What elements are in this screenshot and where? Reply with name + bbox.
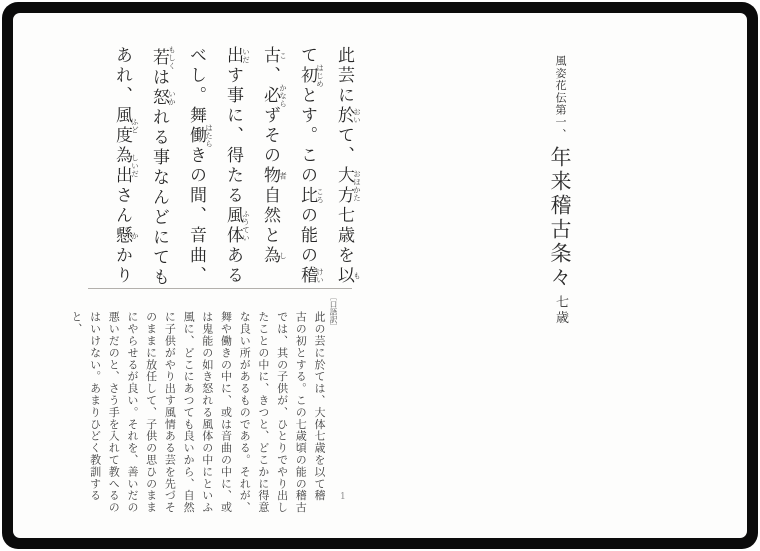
text-column: 若もしくは怒いかれる事なんどにても (149, 46, 177, 288)
translation-column: のままに放任して、子供の思ひのまま (144, 311, 158, 514)
translation-column: は鬼能の如き怒れる風体の中にといふ (200, 311, 214, 514)
translation-column: では、其の子供が、ひとりでやり出し (275, 311, 289, 514)
translation-body (69, 311, 328, 521)
translation-column: 此の芸に於ては、大体七歳を以て稽 (313, 311, 326, 502)
translation-column: はいけない。あまりひどく教訓すると、 (69, 311, 102, 502)
text-column: て初はじめとす。この比ころの能の稽けい (297, 46, 325, 286)
chapter-title: 年来稽古条々 (548, 145, 572, 290)
translation-column: 舞や働きの中に、或は音曲の中に、或 (219, 311, 233, 514)
divider-rule (88, 288, 352, 289)
age-label: 七歳 (553, 294, 568, 326)
translation-column: たことの中に、きつと、どこかに得意 (256, 311, 270, 514)
main-text (103, 46, 362, 296)
translation-column: に子供がやり出す風情ある芸を先づそ (163, 311, 177, 514)
text-column: 古こ、必かならずその物者自然と為し (260, 46, 288, 266)
translation-heading: 〔口語訳〕 (329, 293, 338, 331)
text-column: 出いだす事に、得たる風体ふうていある (223, 46, 251, 286)
translation-column: 悪いだのと、さう手を入れて教へるの (107, 311, 121, 514)
page-number: 1 (340, 492, 346, 502)
translation-column: 古の初とする。この七歳頃の能の稽古 (294, 311, 308, 514)
series-title: 風姿花伝第一、 (554, 55, 567, 141)
translation-column: にやらせるが良い。それを、善いだの (125, 311, 139, 514)
text-column: 此芸に於おいて、大方おほかた七歳を以も (334, 46, 362, 286)
title-column (540, 55, 580, 475)
title-line (540, 55, 580, 475)
text-column: べし。舞働はたらきの間、音曲、 (186, 46, 214, 286)
translation-column: な良い所があるものである。それが、 (238, 311, 252, 514)
text-column: あれ、風度ふど為出しいださん懸かかり (112, 46, 140, 286)
translation-column: 風に、どこにあつても良いから、自然 (182, 311, 196, 514)
